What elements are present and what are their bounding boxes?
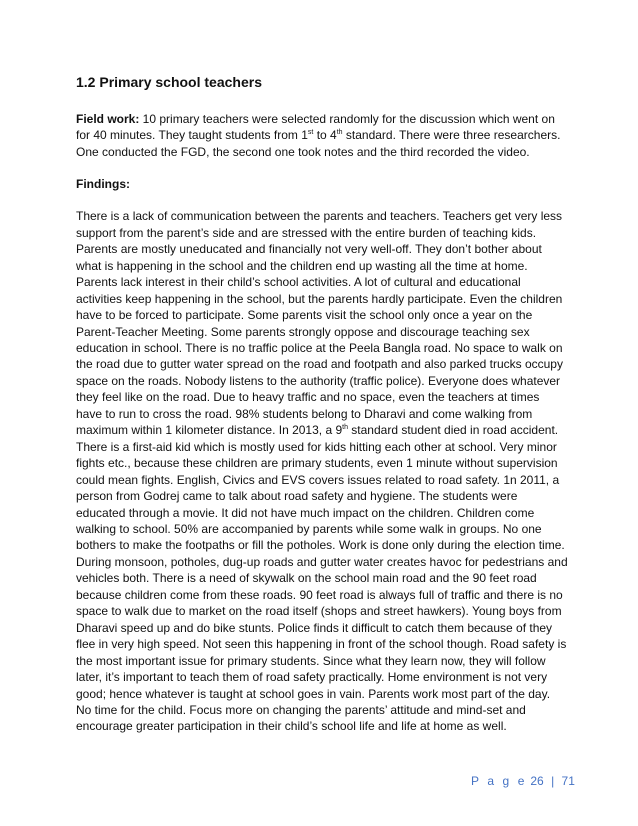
field-work-text-3: standard. There were three researchers. One conducted the FGD, the second one took notes and the third recorded the video. bbox=[76, 128, 561, 159]
field-work-sup-1: st bbox=[307, 129, 314, 137]
findings-text-1: There is a lack of communication between the parents and teachers. Teachers get very less support from the parent’s side and are stressed with the entire burden of teaching kids. Parents are mostly uneducated and financially not very well-off. They don’t bother about what is happening in the school and the children end up wasting all the time at home. Parents lack interest in their child’s school activities. A lot of cultural and educational activities keep happening in the school, but the parents hardly participate. Even the children have to be forced to participate. Some parents visit the school only once a year on the Parent-Teacher Meeting. Some parents strongly oppose and discourage teaching sex education in school. There is no traffic police at the Peela Bangla road. No space to walk on the road due to gutter water spread on the road and footpath and also parked trucks occupy space on the roads. Nobody listens to the authority (traffic police). Everyone does whatever they feel like on the road. Due to heavy traffic and no space, even the teachers at times have to run to cross the road. 98% students belong to Dharavi and come walking from maximum within 1 kilometer distance. In 2013, a 9 bbox=[76, 209, 563, 438]
field-work-sup-2: th bbox=[336, 129, 343, 137]
page-separator: | bbox=[551, 774, 555, 788]
findings-text-2: standard student died in road accident. There is a first-aid kid which is mostly used for kids hitting each other at school. Very minor fights etc., because these children are primary students, even 1 minute without supervision could mean fights. English, Civics and EVS covers issues related to road safety. 1n 2011, a person from Godrej came to talk about road safety and hygiene. The students were educated through a movie. It did not have much impact on the children. Children come walking to school. 50% are accompanied by parents while some walk in groups. No one bothers to make the footpaths or fill the potholes. Work is done only during the election time. During monsoon, potholes, dug-up roads and gutter water creates havoc for pedestrians and vehicles both. There is a need of skywalk on the school main road and the 90 feet road because children come from these roads. 90 feet road is always full of traffic and there is no space to walk due to market on the road itself (shops and street hawkers). Young boys from Dharavi speed up and do bike stunts. Police finds it difficult to catch them because of they flee in very high speed. Not seen this happening in front of the school though. Road safety is the most important issue for primary students. Since what they learn now, they will follow later, it’s important to teach them of road safety practically. Home environment is not very good; hence whatever is taught at school goes in vain. Parents work most part of the day. No time for the child. Focus more on changing the parents’ attitude and mind-set and encourage greater participation in their child’s school life and life at home as well. bbox=[76, 423, 568, 734]
section-heading: 1.2 Primary school teachers bbox=[76, 74, 262, 90]
page-label: P a g e bbox=[471, 774, 528, 788]
findings-label: Findings: bbox=[76, 177, 130, 192]
page-number: 26 bbox=[530, 774, 544, 788]
page-footer bbox=[471, 773, 575, 789]
total-pages: 71 bbox=[561, 774, 575, 788]
findings-sup-1: th bbox=[342, 424, 348, 432]
field-work-label: Field work: bbox=[76, 112, 140, 126]
field-work-text-1: 10 primary teachers were selected randomly for the discussion which went on for 40 minutes. They taught students from 1 bbox=[76, 112, 555, 143]
findings-paragraph bbox=[76, 208, 568, 735]
page-content bbox=[76, 73, 568, 735]
field-work-paragraph bbox=[76, 111, 568, 160]
field-work-text-2: to 4 bbox=[313, 128, 337, 143]
